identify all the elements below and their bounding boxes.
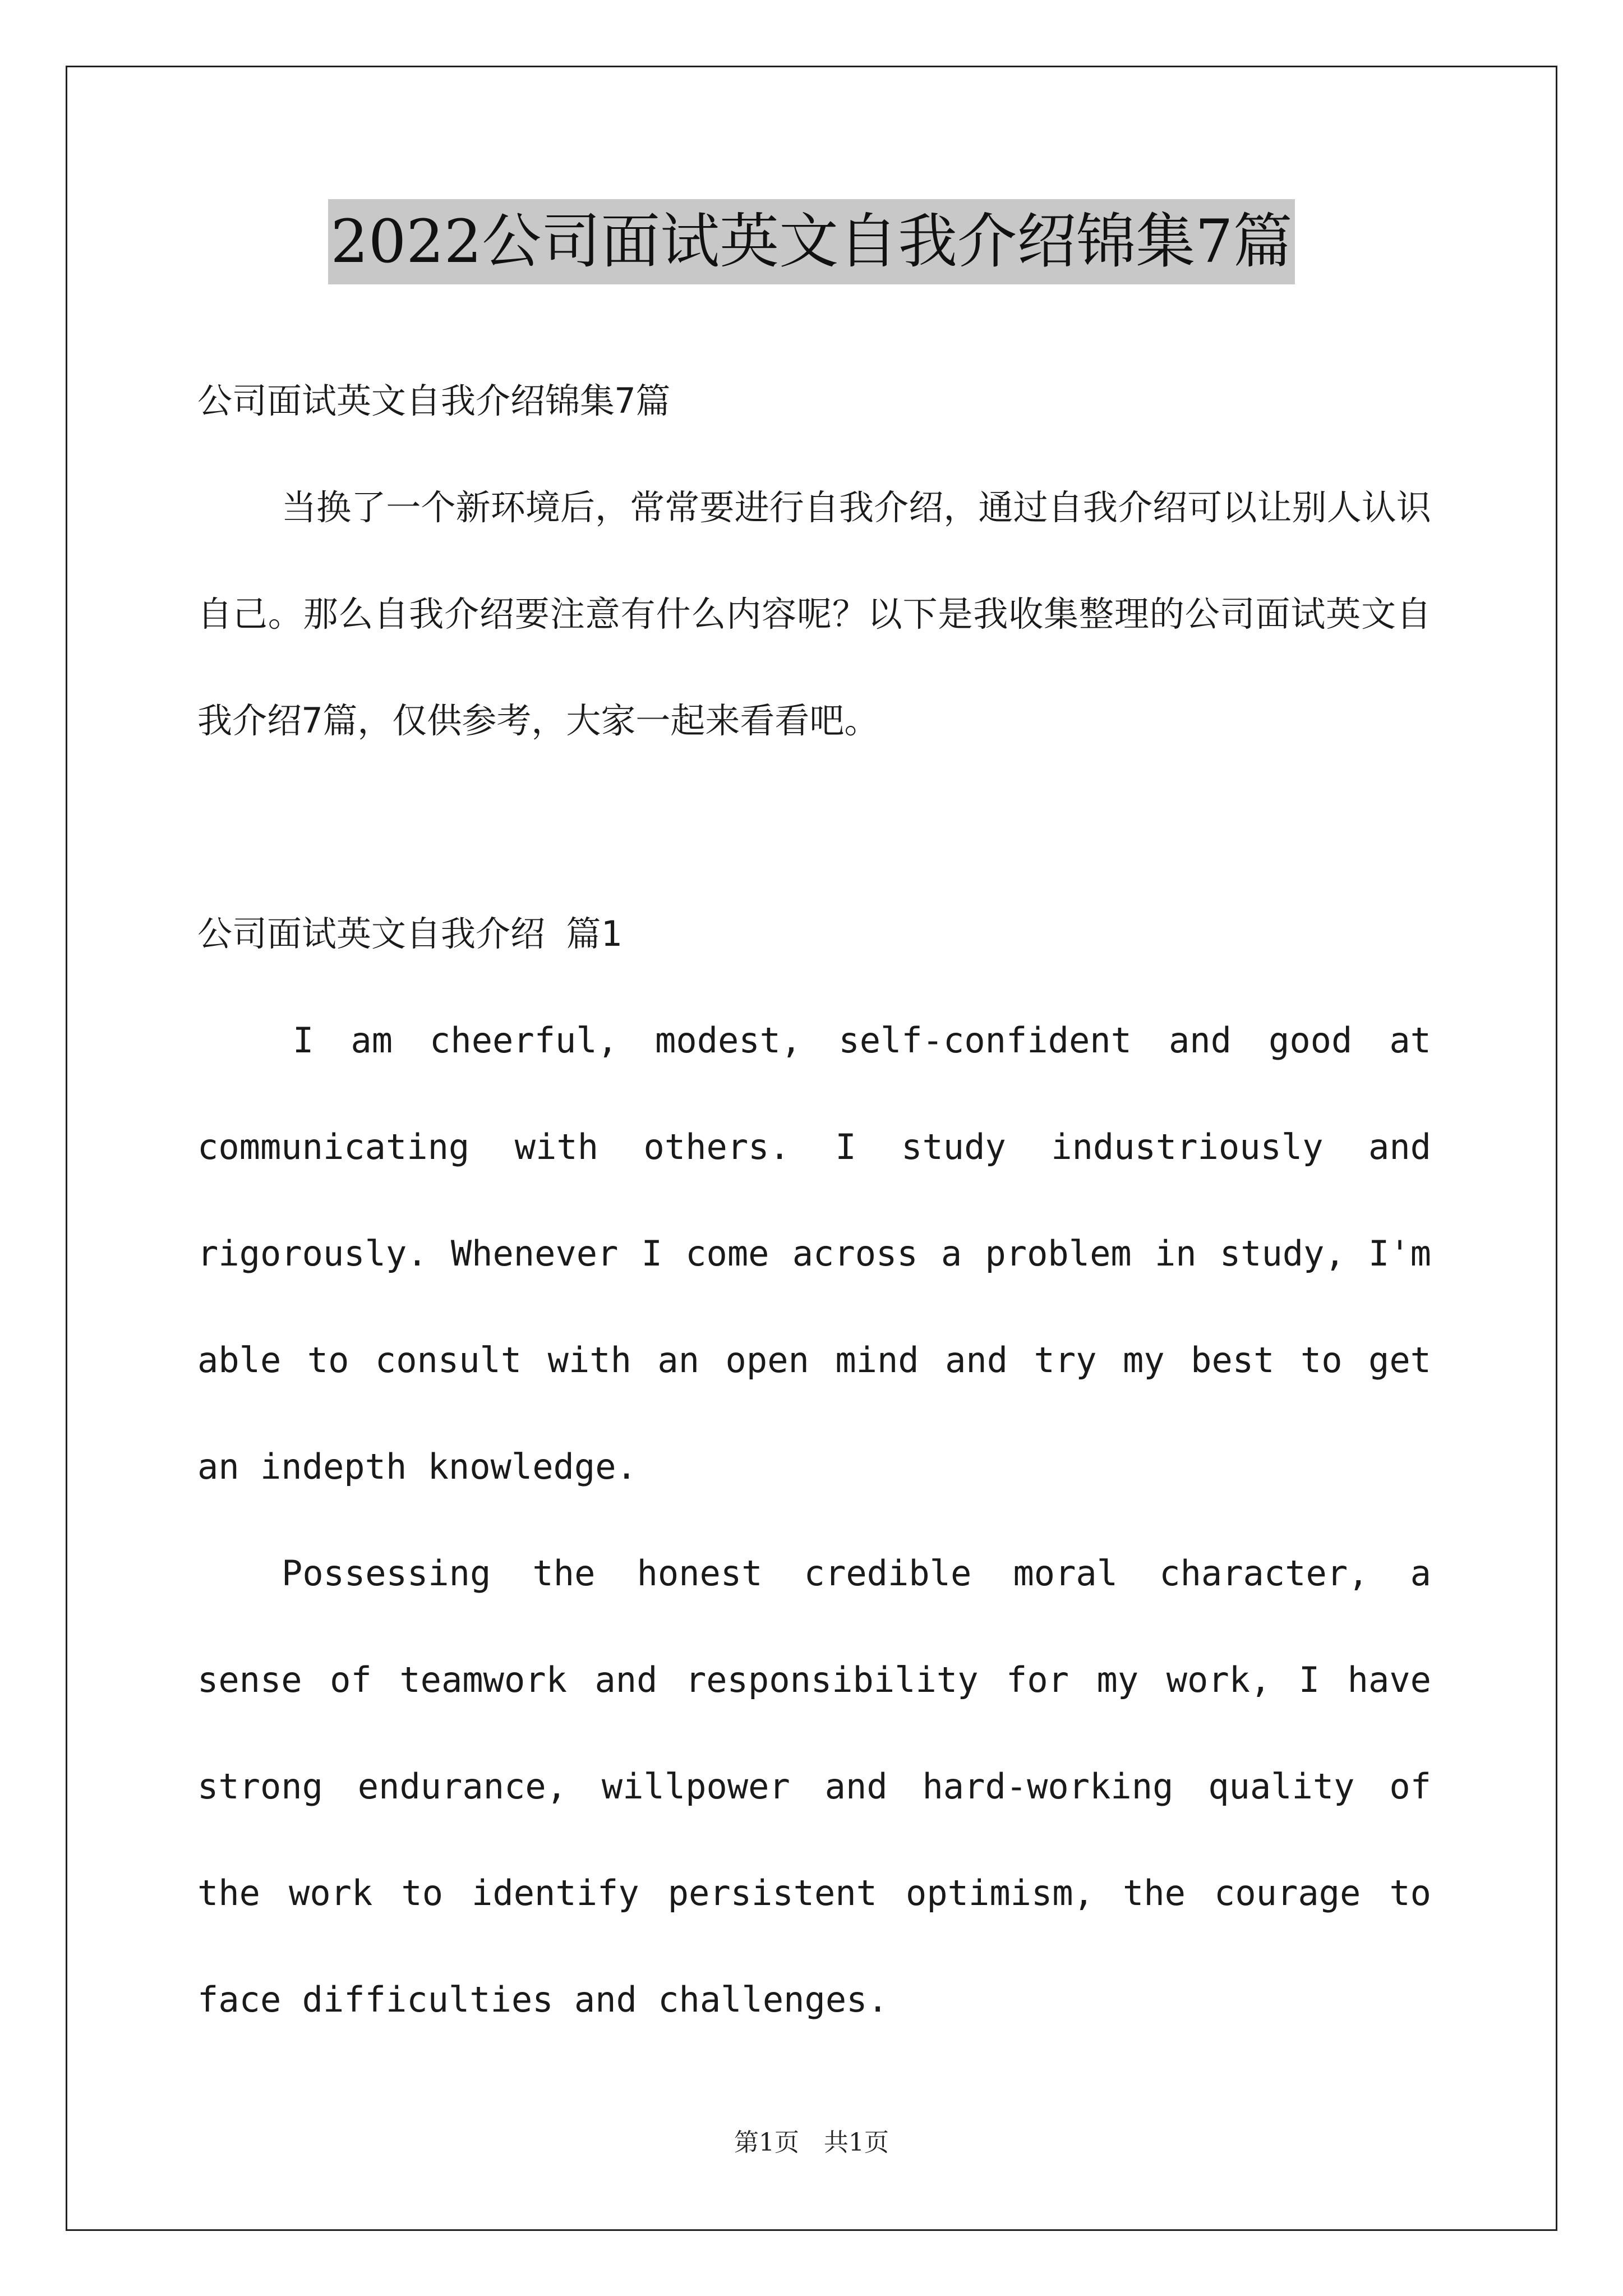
page-indicator: 第1页 共1页 — [734, 2128, 889, 2157]
title-container — [0, 199, 1623, 284]
section-heading: 公司面试英文自我介绍 篇1 — [197, 913, 622, 954]
english-paragraph-1: I am cheerful, modest, self-confident and good at communicating with others. I study industriously and rigorously. Whenever I come across a problem in study, I'm able to consult with an open mind and try my best to get an indepth knowledge. — [197, 1020, 1431, 1487]
english-paragraph-2: Possessing the honest credible moral character, a sense of teamwork and responsibility for my work, I have strong endurance, willpower and hard-working quality of the work to identify persistent optimism, the courage to face difficulties and challenges. — [197, 1553, 1431, 2020]
document-body — [197, 348, 1431, 2053]
document-title: 2022公司面试英文自我介绍锦集7篇 — [328, 199, 1294, 284]
paragraph-spacer — [197, 774, 1431, 881]
document-subtitle: 公司面试英文自我介绍锦集7篇 — [197, 380, 671, 421]
page-footer — [0, 2126, 1623, 2160]
intro-paragraph: 当换了一个新环境后，常常要进行自我介绍，通过自我介绍可以让别人认识自己。那么自我介绍要注意有什么内容呢？以下是我收集整理的公司面试英文自我介绍7篇，仅供参考，大家一起来看看吧。 — [197, 487, 1431, 741]
